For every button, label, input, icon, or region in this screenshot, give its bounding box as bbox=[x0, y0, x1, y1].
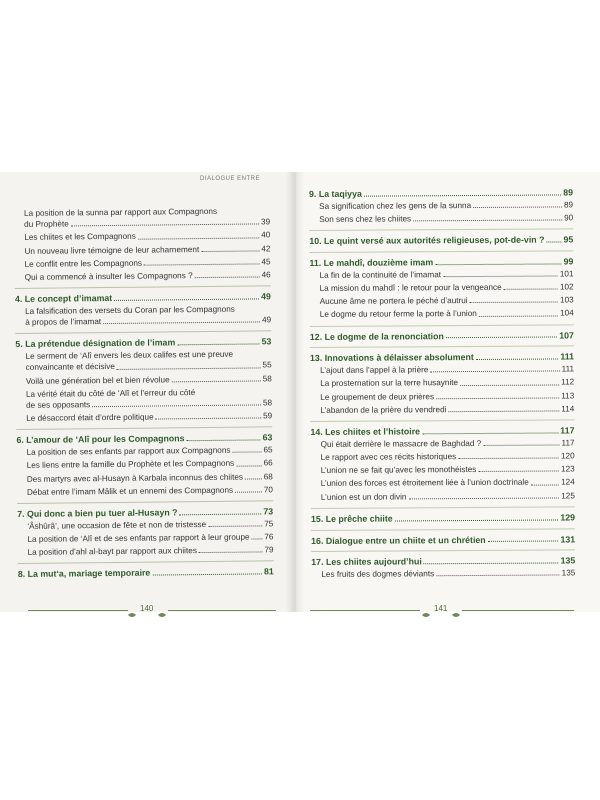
chapter-title: 8. La mut‘a, mariage temporaire bbox=[17, 568, 151, 580]
entry-page-number: 68 bbox=[263, 471, 273, 482]
dot-leader bbox=[152, 573, 262, 576]
dot-leader bbox=[470, 301, 558, 304]
entry-title: L’union des forces est étroitement liée à l’union doctrinale bbox=[320, 478, 529, 489]
chapter-divider bbox=[311, 528, 575, 531]
entry-title-continued: du Prophète bbox=[24, 219, 69, 230]
entry-title-continued: convaincante et décisive bbox=[25, 362, 115, 373]
entry-page-number: 75 bbox=[264, 519, 274, 529]
chapter-title: 6. L’amour de ‘Alî pour les Compagnons bbox=[16, 433, 185, 446]
dot-leader bbox=[408, 496, 559, 499]
dot-leader bbox=[460, 383, 559, 386]
toc-entry bbox=[17, 486, 273, 497]
dot-leader bbox=[436, 574, 559, 577]
chapter-page-number: 53 bbox=[261, 336, 272, 347]
toc-entry bbox=[310, 379, 574, 389]
entry-page-number: 120 bbox=[560, 451, 575, 461]
entry-continuation bbox=[26, 399, 272, 410]
chapter-page-number: 95 bbox=[563, 234, 574, 245]
toc-entry bbox=[311, 479, 575, 489]
right-page-number: 141 bbox=[434, 604, 448, 613]
chapter-title: 5. La prétendue désignation de l’imam bbox=[15, 337, 176, 350]
left-footer-ornament-right-icon bbox=[158, 606, 166, 614]
chapter-title: 17. Les chiites aujourd’hui bbox=[311, 556, 422, 568]
toc-entry bbox=[15, 305, 271, 327]
entry-title: Un nouveau livre témoigne de leur acharnement bbox=[24, 244, 200, 256]
dot-leader bbox=[422, 431, 558, 434]
toc-entry bbox=[14, 245, 270, 256]
toc-entry bbox=[17, 533, 273, 544]
entry-page-number: 104 bbox=[560, 308, 574, 318]
right-table-of-contents bbox=[309, 188, 575, 584]
toc-entry bbox=[311, 466, 575, 476]
dot-leader bbox=[473, 205, 562, 208]
toc-chapter bbox=[15, 293, 271, 304]
entry-continuation bbox=[26, 362, 272, 373]
dot-leader bbox=[446, 336, 557, 339]
dot-leader bbox=[71, 223, 259, 227]
dot-leader bbox=[483, 443, 559, 445]
dot-leader bbox=[245, 477, 262, 479]
entry-page-number: 70 bbox=[263, 485, 273, 495]
chapter-title: 4. Le concept d’imamat bbox=[14, 293, 113, 305]
dot-leader bbox=[235, 490, 262, 492]
toc-chapter bbox=[310, 353, 574, 363]
dot-leader bbox=[92, 404, 261, 408]
chapter-title: 9. La taqiyya bbox=[308, 188, 362, 199]
entry-title: L’union ne se fait qu’avec les monothéistes bbox=[320, 465, 477, 476]
chapter-divider bbox=[310, 346, 574, 349]
chapter-page-number: 131 bbox=[560, 534, 576, 545]
toc-entry bbox=[15, 258, 271, 269]
toc-entry bbox=[311, 452, 575, 462]
chapter-title: 13. Innovations à délaisser absolument bbox=[309, 352, 474, 364]
entry-page-number: 111 bbox=[561, 364, 575, 374]
dot-leader bbox=[458, 457, 559, 460]
entry-title: Le conflit entre les Compagnons bbox=[24, 258, 143, 269]
dot-leader bbox=[117, 366, 261, 370]
dot-leader bbox=[156, 417, 261, 420]
entry-page-number: 58 bbox=[262, 398, 273, 408]
entry-page-number: 76 bbox=[264, 532, 274, 542]
entry-page-number: 103 bbox=[559, 295, 574, 305]
entry-title: L’ajout dans l’appel à la prière bbox=[320, 365, 429, 376]
entry-continuation bbox=[24, 219, 270, 230]
entry-page-number: 90 bbox=[564, 213, 574, 223]
chapter-divider bbox=[310, 324, 574, 327]
toc-chapter bbox=[311, 513, 575, 523]
chapter-divider bbox=[17, 500, 273, 504]
entry-title: La falsification des versets du Coran par les Compagnons bbox=[25, 304, 235, 316]
toc-entry bbox=[15, 351, 271, 373]
dot-leader bbox=[476, 358, 559, 361]
left-table-of-contents bbox=[14, 207, 274, 583]
toc-entry bbox=[310, 310, 574, 320]
entry-title: Son sens chez les chiites bbox=[319, 214, 412, 224]
entry-title: Le rapport avec ces récits historiques bbox=[320, 452, 457, 462]
entry-title: Le serment de ‘Alî envers les deux califes est une preuve bbox=[25, 349, 234, 362]
entry-page-number: 123 bbox=[561, 464, 575, 474]
entry-page-number: 124 bbox=[561, 477, 575, 487]
dot-leader bbox=[208, 524, 262, 527]
chapter-divider bbox=[16, 427, 272, 431]
dot-leader bbox=[364, 193, 561, 196]
entry-page-number: 66 bbox=[263, 458, 273, 468]
entry-page-number: 113 bbox=[561, 390, 575, 401]
entry-title: La vérité était du côté de ‘Alî et l’erreur du côté bbox=[25, 387, 196, 399]
entry-title: Le désaccord était d’ordre politique bbox=[26, 412, 154, 424]
entry-page-number: 117 bbox=[561, 438, 575, 448]
toc-chapter bbox=[310, 426, 574, 436]
chapter-divider bbox=[15, 286, 271, 290]
toc-chapter bbox=[18, 568, 274, 579]
dot-leader bbox=[138, 236, 259, 239]
toc-entry bbox=[16, 413, 272, 424]
chapter-divider bbox=[310, 419, 574, 422]
entry-title: Des martyrs avec al-Husayn à Karbala inconnus des chiites bbox=[26, 472, 244, 484]
chapter-page-number: 99 bbox=[563, 256, 574, 267]
chapter-title: 12. Le dogme de la renonciation bbox=[309, 330, 444, 342]
toc-chapter bbox=[15, 338, 271, 349]
chapter-page-number: 81 bbox=[263, 566, 274, 577]
entry-title: Les liens entre la famille du Prophète et les Compagnons bbox=[26, 459, 235, 471]
chapter-divider bbox=[309, 250, 573, 253]
toc-entry bbox=[310, 366, 574, 376]
right-footer-ornament-icon bbox=[422, 606, 430, 614]
toc-entry bbox=[14, 207, 270, 229]
dot-leader bbox=[443, 274, 558, 277]
dot-leader bbox=[195, 276, 260, 279]
entry-page-number: 65 bbox=[263, 445, 273, 455]
entry-title: L’abandon de la prière du vendredi bbox=[320, 404, 447, 415]
toc-entry bbox=[16, 388, 272, 410]
entry-page-number: 79 bbox=[264, 545, 274, 555]
toc-entry bbox=[311, 492, 575, 502]
dot-leader bbox=[177, 343, 259, 346]
dot-leader bbox=[103, 321, 260, 325]
entry-title: La prosternation sur la terre husaynite bbox=[320, 378, 459, 389]
dot-leader bbox=[436, 396, 559, 399]
toc-entry bbox=[17, 473, 273, 484]
chapter-page-number: 117 bbox=[560, 425, 575, 436]
chapter-title: 11. Le mahdî, douzième imam bbox=[309, 257, 434, 268]
entry-page-number: 125 bbox=[561, 491, 575, 501]
chapter-divider bbox=[15, 331, 271, 335]
entry-page-number: 49 bbox=[262, 315, 272, 325]
chapter-page-number: 111 bbox=[560, 351, 575, 362]
toc-chapter bbox=[309, 236, 573, 246]
toc-entry bbox=[309, 201, 573, 211]
chapter-divider bbox=[309, 229, 573, 232]
toc-entry bbox=[311, 439, 575, 449]
dot-leader bbox=[180, 512, 262, 515]
entry-title: Les fruits des dogmes déviants bbox=[321, 569, 435, 580]
toc-entry bbox=[18, 547, 274, 558]
entry-page-number: 59 bbox=[263, 411, 273, 421]
entry-page-number: 55 bbox=[262, 360, 272, 370]
entry-page-number: 45 bbox=[261, 257, 271, 267]
entry-page-number: 39 bbox=[260, 217, 271, 227]
chapter-page-number: 129 bbox=[560, 512, 576, 523]
chapter-page-number: 49 bbox=[261, 291, 271, 302]
running-head: DIALOGUE ENTRE bbox=[200, 176, 261, 182]
right-footer-rule bbox=[310, 610, 420, 611]
dot-leader bbox=[201, 249, 259, 252]
entry-title: Les chiites et les Compagnons bbox=[24, 232, 136, 243]
toc-entry bbox=[14, 232, 270, 243]
entry-page-number: 114 bbox=[561, 404, 575, 414]
dot-leader bbox=[199, 551, 263, 554]
dot-leader bbox=[236, 464, 261, 466]
chapter-title: 15. Le prêche chiite bbox=[310, 513, 393, 524]
entry-title-continued: de ses opposants bbox=[25, 400, 91, 410]
chapter-divider bbox=[18, 561, 274, 565]
chapter-title: 10. Le quint versé aux autorités religieuses, pot-de-vin ? bbox=[309, 234, 545, 247]
toc-entry bbox=[309, 214, 573, 224]
dot-leader bbox=[395, 518, 559, 521]
toc-entry bbox=[310, 283, 574, 293]
toc-entry bbox=[309, 270, 573, 280]
dot-leader bbox=[187, 439, 261, 442]
dot-leader bbox=[413, 219, 562, 222]
entry-page-number: 112 bbox=[561, 377, 575, 387]
dot-leader bbox=[435, 262, 562, 265]
dot-leader bbox=[424, 562, 559, 565]
entry-title: ‘Âshûrâ’, une occasion de fête et non de tristesse bbox=[27, 519, 207, 531]
dot-leader bbox=[252, 538, 263, 540]
toc-chapter bbox=[310, 331, 574, 341]
entry-page-number: 89 bbox=[563, 200, 574, 210]
entry-title: Le groupement de deux prières bbox=[320, 391, 435, 402]
toc-entry bbox=[17, 460, 273, 471]
entry-title: Qui était derrière le massacre de Baghdad ? bbox=[320, 438, 482, 449]
entry-page-number: 135 bbox=[561, 568, 576, 578]
toc-chapter bbox=[309, 188, 573, 198]
left-footer-ornament-icon bbox=[128, 606, 136, 614]
dot-leader bbox=[504, 288, 558, 290]
entry-page-number: 46 bbox=[261, 270, 271, 280]
entry-title: Qui a commencé à insulter les Compagnons ? bbox=[24, 271, 193, 282]
dot-leader bbox=[144, 262, 259, 265]
entry-title: La position de ses enfants par rapport aux Compagnons bbox=[26, 445, 231, 458]
entry-title-continued: à propos de l’imamat bbox=[25, 317, 102, 328]
chapter-page-number: 135 bbox=[560, 555, 576, 566]
toc-entry bbox=[16, 375, 272, 386]
toc-entry bbox=[310, 405, 574, 415]
left-footer-rule bbox=[28, 610, 128, 611]
dot-leader bbox=[488, 540, 559, 542]
entry-page-number: 58 bbox=[262, 373, 272, 384]
toc-entry bbox=[17, 447, 273, 458]
left-page-number: 140 bbox=[140, 604, 154, 613]
entry-title: L’union est un don divin bbox=[320, 492, 407, 502]
chapter-title: 7. Qui donc a bien pu tuer al-Husayn ? bbox=[17, 507, 178, 520]
entry-title: Voilà une génération bel et bien révolue bbox=[25, 375, 170, 386]
toc-chapter bbox=[309, 257, 573, 267]
right-footer-rule-right bbox=[462, 610, 574, 611]
dot-leader bbox=[232, 451, 261, 453]
toc-entry bbox=[310, 392, 574, 402]
dot-leader bbox=[448, 409, 559, 412]
toc-chapter bbox=[17, 507, 273, 518]
entry-title: La mission du mahdî : le retour pour la vengeance bbox=[319, 282, 502, 293]
toc-chapter bbox=[311, 557, 575, 567]
left-footer-rule-right bbox=[168, 610, 276, 611]
chapter-page-number: 89 bbox=[563, 187, 574, 198]
entry-title: Sa signification chez les gens de la sunna bbox=[319, 200, 472, 211]
entry-page-number: 42 bbox=[261, 243, 271, 254]
entry-continuation bbox=[25, 317, 271, 328]
dot-leader bbox=[430, 370, 559, 373]
toc-entry bbox=[310, 297, 574, 307]
toc-entry bbox=[17, 520, 273, 531]
dot-leader bbox=[479, 314, 558, 316]
chapter-title: 14. Les chiites et l’histoire bbox=[310, 426, 421, 438]
entry-title: La position de la sunna par rapport aux Compagnons bbox=[23, 206, 218, 218]
dot-leader bbox=[546, 240, 561, 242]
dot-leader bbox=[172, 379, 261, 382]
toc-entry bbox=[15, 271, 271, 282]
chapter-divider bbox=[311, 550, 575, 553]
chapter-divider bbox=[311, 506, 575, 509]
entry-title: La fin de la continuité de l’imamat bbox=[319, 269, 442, 280]
dot-leader bbox=[531, 483, 559, 485]
chapter-page-number: 107 bbox=[559, 329, 574, 341]
entry-title: Débat entre l’imam Mâlik et un ennemi des Compagnons bbox=[26, 485, 234, 497]
toc-entry bbox=[311, 570, 575, 580]
entry-title: Aucune âme ne portera le péché d’autrui bbox=[319, 296, 468, 307]
entry-title: La position de ‘Alî et de ses enfants par rapport à leur groupe bbox=[27, 532, 250, 544]
chapter-page-number: 73 bbox=[263, 506, 274, 517]
chapter-title: 16. Dialogue entre un chiite et un chrétien bbox=[311, 534, 486, 546]
chapter-page-number: 63 bbox=[262, 432, 273, 443]
right-footer-ornament-right-icon bbox=[452, 606, 460, 614]
entry-title: Le dogme du retour ferme la porte à l’union bbox=[319, 309, 477, 320]
dot-leader bbox=[114, 297, 259, 301]
entry-page-number: 101 bbox=[559, 269, 574, 279]
entry-page-number: 102 bbox=[559, 282, 574, 292]
entry-page-number: 40 bbox=[261, 230, 271, 240]
toc-chapter bbox=[311, 535, 575, 545]
entry-title: La position d’ahl al-bayt par rapport aux chiites bbox=[27, 546, 197, 558]
toc-chapter bbox=[16, 434, 272, 445]
book-gutter bbox=[286, 172, 304, 612]
dot-leader bbox=[478, 470, 559, 472]
